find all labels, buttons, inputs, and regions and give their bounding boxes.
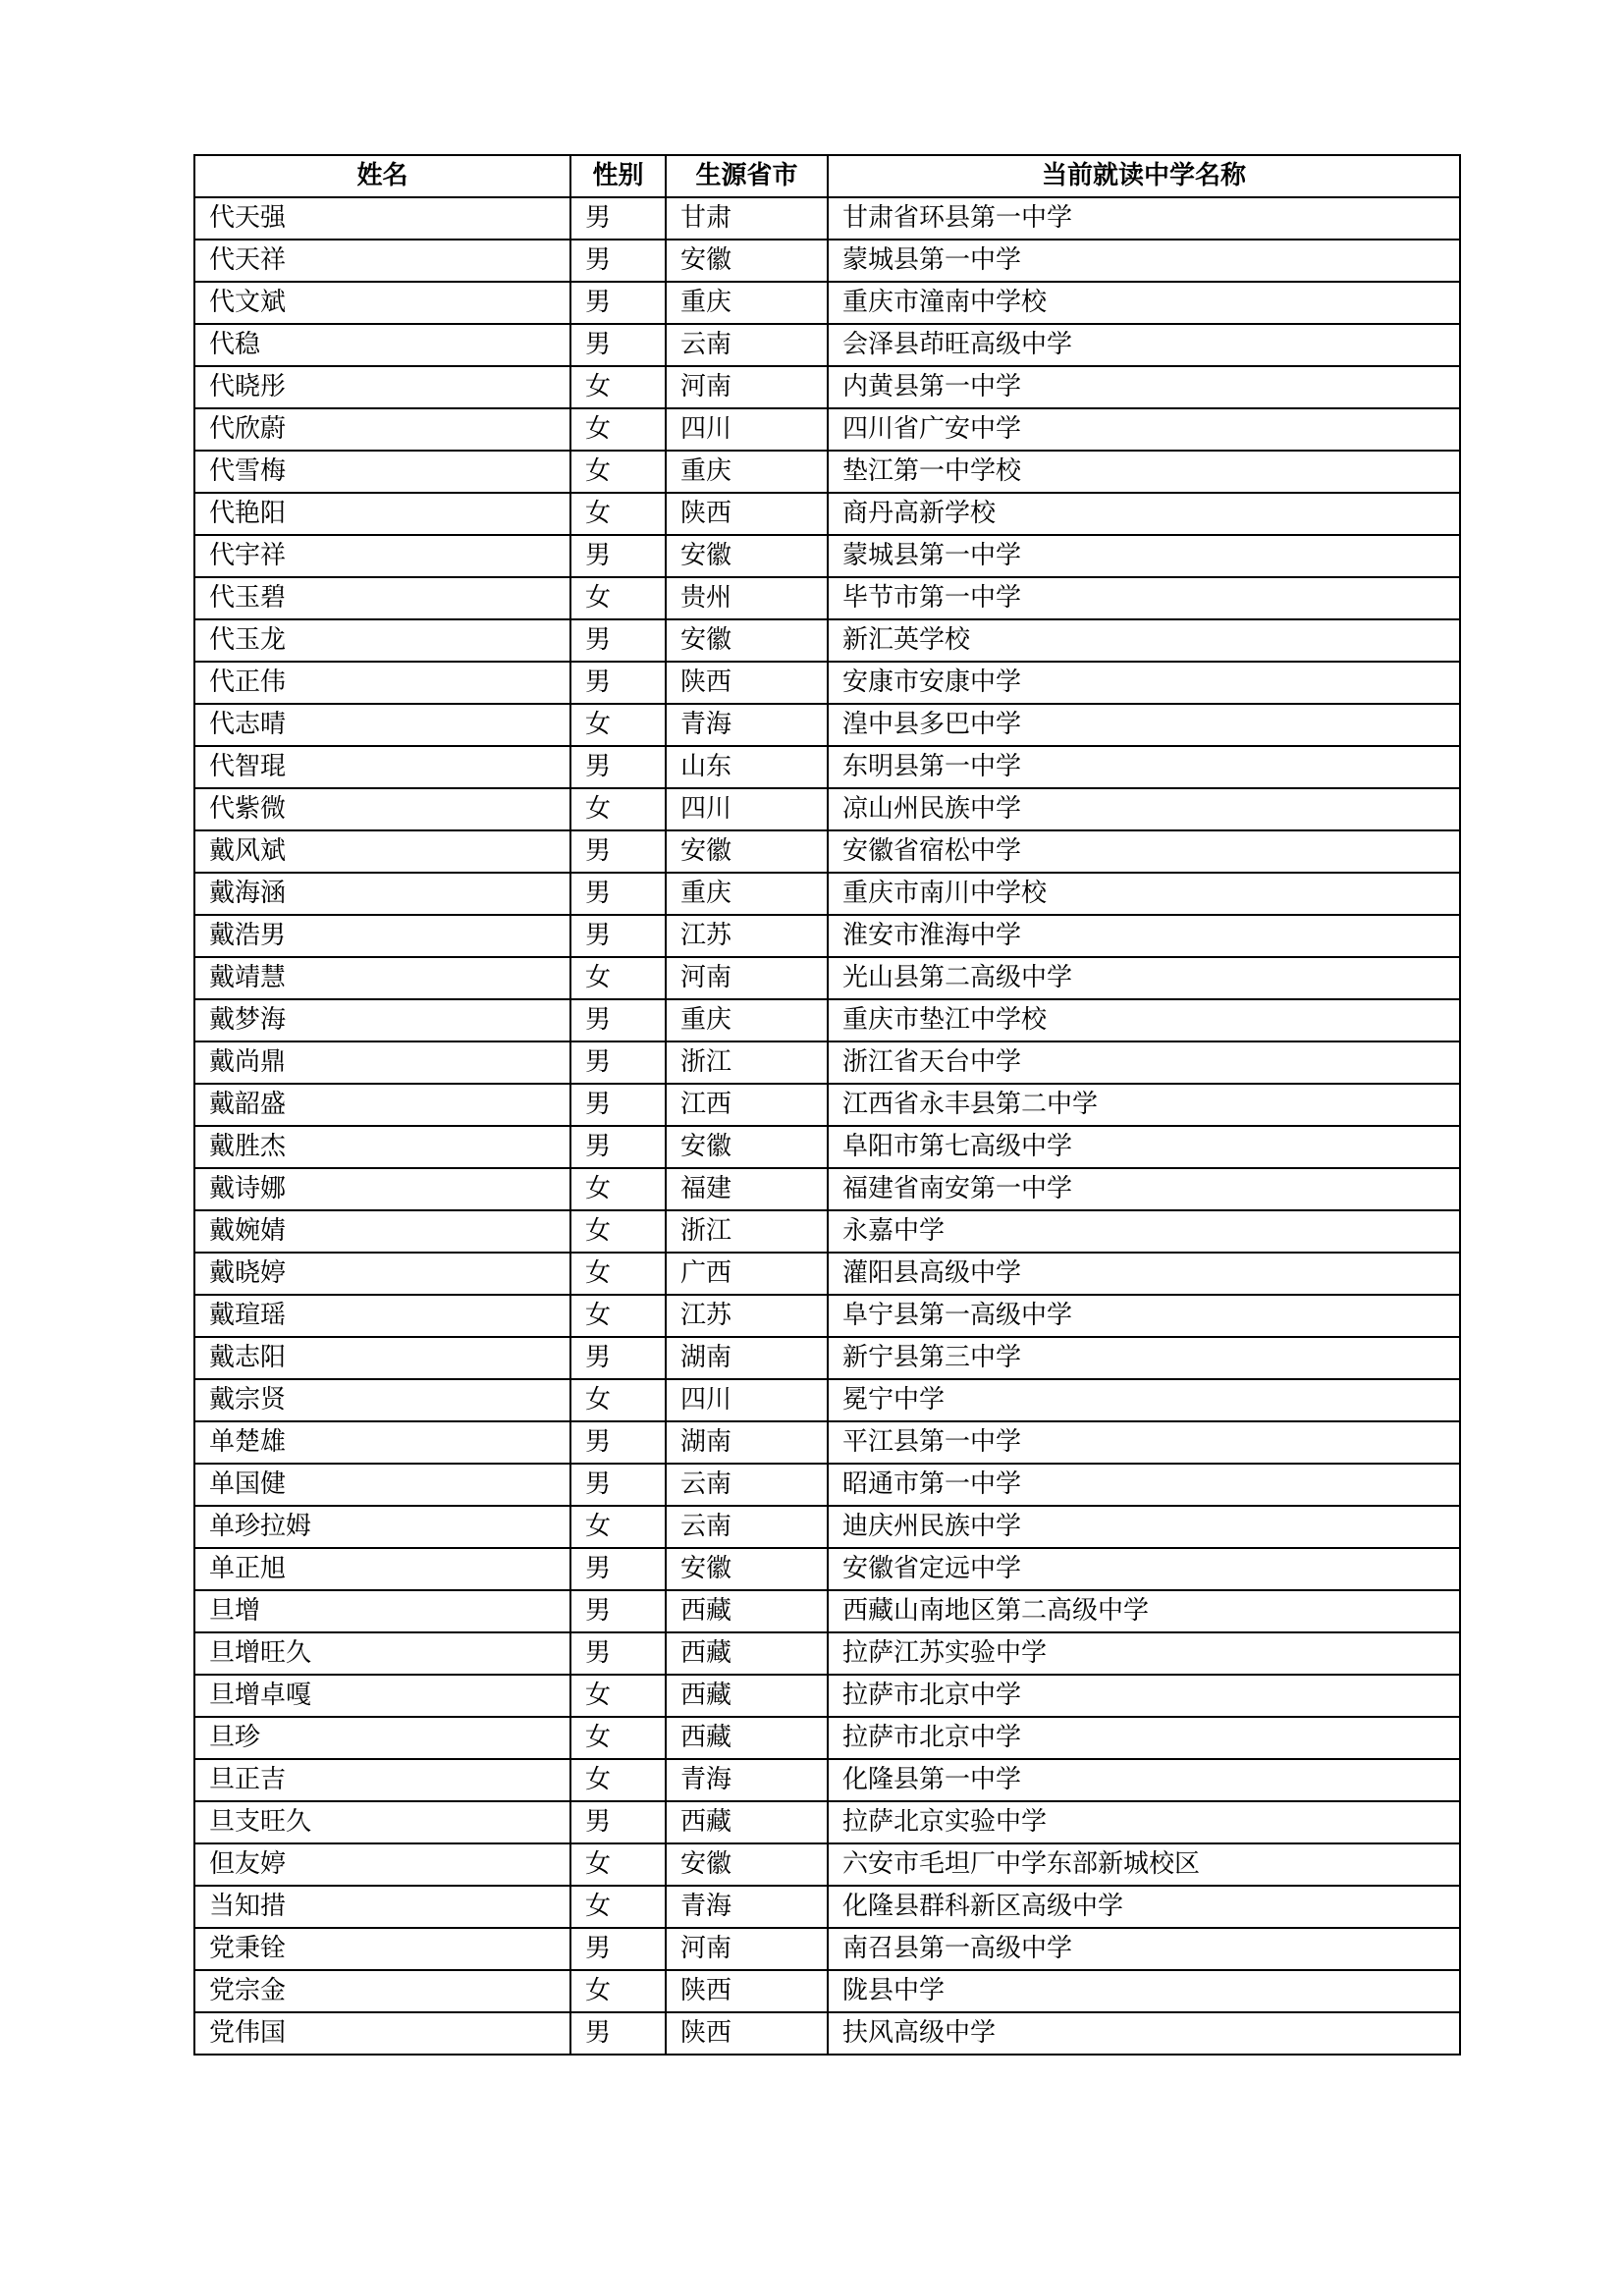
cell-gender: 女: [570, 1717, 666, 1759]
cell-name: 戴海涵: [194, 873, 570, 915]
table-row: [194, 1126, 1460, 1168]
cell-name: 戴韶盛: [194, 1084, 570, 1126]
cell-school: 会泽县茚旺高级中学: [828, 324, 1460, 366]
cell-school: 垫江第一中学校: [828, 451, 1460, 493]
cell-gender: 男: [570, 1084, 666, 1126]
cell-gender: 男: [570, 1632, 666, 1675]
header-school: 当前就读中学名称: [828, 155, 1460, 197]
cell-name: 代艳阳: [194, 493, 570, 535]
cell-name: 戴诗娜: [194, 1168, 570, 1210]
cell-province: 贵州: [666, 577, 828, 619]
cell-province: 西藏: [666, 1590, 828, 1632]
table-row: [194, 1041, 1460, 1084]
table-row: [194, 1464, 1460, 1506]
table-row: [194, 1084, 1460, 1126]
cell-gender: 男: [570, 2012, 666, 2055]
table-row: [194, 324, 1460, 366]
cell-province: 安徽: [666, 619, 828, 662]
cell-province: 江苏: [666, 915, 828, 957]
cell-school: 淮安市淮海中学: [828, 915, 1460, 957]
table-row: [194, 1253, 1460, 1295]
cell-school: 六安市毛坦厂中学东部新城校区: [828, 1843, 1460, 1886]
table-row: [194, 1168, 1460, 1210]
table-row: [194, 1548, 1460, 1590]
cell-province: 重庆: [666, 873, 828, 915]
cell-school: 永嘉中学: [828, 1210, 1460, 1253]
cell-school: 光山县第二高级中学: [828, 957, 1460, 999]
table-row: [194, 493, 1460, 535]
cell-province: 四川: [666, 1379, 828, 1421]
cell-province: 河南: [666, 366, 828, 408]
cell-province: 陕西: [666, 1970, 828, 2012]
cell-gender: 女: [570, 1886, 666, 1928]
cell-province: 湖南: [666, 1337, 828, 1379]
cell-province: 重庆: [666, 451, 828, 493]
student-roster-table: [193, 154, 1461, 2056]
cell-school: 阜阳市第七高级中学: [828, 1126, 1460, 1168]
cell-gender: 男: [570, 873, 666, 915]
cell-school: 安徽省宿松中学: [828, 830, 1460, 873]
cell-school: 灌阳县高级中学: [828, 1253, 1460, 1295]
cell-gender: 男: [570, 1126, 666, 1168]
cell-province: 安徽: [666, 1548, 828, 1590]
cell-name: 当知措: [194, 1886, 570, 1928]
cell-gender: 女: [570, 1843, 666, 1886]
cell-gender: 女: [570, 704, 666, 746]
cell-school: 拉萨市北京中学: [828, 1717, 1460, 1759]
cell-name: 单国健: [194, 1464, 570, 1506]
table-row: [194, 366, 1460, 408]
cell-name: 代文斌: [194, 282, 570, 324]
cell-school: 蒙城县第一中学: [828, 240, 1460, 282]
cell-gender: 女: [570, 366, 666, 408]
cell-name: 戴宗贤: [194, 1379, 570, 1421]
table-row: [194, 1295, 1460, 1337]
cell-school: 拉萨市北京中学: [828, 1675, 1460, 1717]
cell-school: 阜宁县第一高级中学: [828, 1295, 1460, 1337]
cell-province: 广西: [666, 1253, 828, 1295]
cell-province: 西藏: [666, 1717, 828, 1759]
cell-name: 戴瑄瑶: [194, 1295, 570, 1337]
cell-school: 重庆市垫江中学校: [828, 999, 1460, 1041]
cell-name: 旦正吉: [194, 1759, 570, 1801]
cell-gender: 男: [570, 915, 666, 957]
table-row: [194, 535, 1460, 577]
cell-name: 旦支旺久: [194, 1801, 570, 1843]
cell-gender: 女: [570, 1759, 666, 1801]
cell-school: 安徽省定远中学: [828, 1548, 1460, 1590]
cell-school: 重庆市南川中学校: [828, 873, 1460, 915]
cell-school: 平江县第一中学: [828, 1421, 1460, 1464]
cell-school: 南召县第一高级中学: [828, 1928, 1460, 1970]
cell-province: 西藏: [666, 1675, 828, 1717]
cell-province: 浙江: [666, 1041, 828, 1084]
cell-province: 陕西: [666, 493, 828, 535]
cell-name: 戴胜杰: [194, 1126, 570, 1168]
cell-school: 冕宁中学: [828, 1379, 1460, 1421]
cell-name: 单正旭: [194, 1548, 570, 1590]
table-row: [194, 662, 1460, 704]
cell-gender: 女: [570, 451, 666, 493]
cell-school: 湟中县多巴中学: [828, 704, 1460, 746]
cell-province: 四川: [666, 788, 828, 830]
cell-province: 福建: [666, 1168, 828, 1210]
header-gender: 性别: [570, 155, 666, 197]
table-row: [194, 704, 1460, 746]
cell-province: 河南: [666, 957, 828, 999]
cell-name: 代正伟: [194, 662, 570, 704]
table-row: [194, 619, 1460, 662]
cell-name: 代志晴: [194, 704, 570, 746]
cell-gender: 男: [570, 746, 666, 788]
cell-gender: 男: [570, 662, 666, 704]
cell-school: 凉山州民族中学: [828, 788, 1460, 830]
cell-province: 青海: [666, 704, 828, 746]
cell-school: 化隆县第一中学: [828, 1759, 1460, 1801]
table-row: [194, 1843, 1460, 1886]
cell-gender: 女: [570, 1675, 666, 1717]
cell-name: 党伟国: [194, 2012, 570, 2055]
table-row: [194, 746, 1460, 788]
cell-name: 旦增: [194, 1590, 570, 1632]
cell-province: 云南: [666, 1464, 828, 1506]
cell-province: 甘肃: [666, 197, 828, 240]
cell-school: 四川省广安中学: [828, 408, 1460, 451]
cell-name: 代玉龙: [194, 619, 570, 662]
cell-name: 戴婉婧: [194, 1210, 570, 1253]
cell-province: 江苏: [666, 1295, 828, 1337]
cell-province: 河南: [666, 1928, 828, 1970]
cell-gender: 女: [570, 493, 666, 535]
cell-gender: 女: [570, 1506, 666, 1548]
table-row: [194, 1886, 1460, 1928]
cell-province: 安徽: [666, 1126, 828, 1168]
table-row: [194, 957, 1460, 999]
cell-name: 戴志阳: [194, 1337, 570, 1379]
cell-school: 东明县第一中学: [828, 746, 1460, 788]
table-row: [194, 1675, 1460, 1717]
cell-gender: 男: [570, 1464, 666, 1506]
cell-school: 江西省永丰县第二中学: [828, 1084, 1460, 1126]
table-row: [194, 1717, 1460, 1759]
table-row: [194, 1379, 1460, 1421]
cell-gender: 男: [570, 197, 666, 240]
cell-school: 福建省南安第一中学: [828, 1168, 1460, 1210]
cell-school: 陇县中学: [828, 1970, 1460, 2012]
cell-province: 安徽: [666, 535, 828, 577]
table-row: [194, 873, 1460, 915]
cell-name: 但友婷: [194, 1843, 570, 1886]
cell-school: 西藏山南地区第二高级中学: [828, 1590, 1460, 1632]
table-header-row: [194, 155, 1460, 197]
cell-name: 代智琨: [194, 746, 570, 788]
cell-name: 旦增卓嘎: [194, 1675, 570, 1717]
cell-gender: 男: [570, 830, 666, 873]
cell-gender: 女: [570, 788, 666, 830]
cell-province: 云南: [666, 324, 828, 366]
cell-province: 重庆: [666, 999, 828, 1041]
cell-school: 扶风高级中学: [828, 2012, 1460, 2055]
cell-province: 重庆: [666, 282, 828, 324]
cell-gender: 男: [570, 1421, 666, 1464]
cell-name: 代晓彤: [194, 366, 570, 408]
cell-name: 单楚雄: [194, 1421, 570, 1464]
cell-province: 安徽: [666, 830, 828, 873]
cell-name: 单珍拉姆: [194, 1506, 570, 1548]
cell-name: 戴浩男: [194, 915, 570, 957]
table-row: [194, 408, 1460, 451]
table-row: [194, 577, 1460, 619]
table-row: [194, 1801, 1460, 1843]
table-row: [194, 1928, 1460, 1970]
cell-name: 代宇祥: [194, 535, 570, 577]
cell-gender: 男: [570, 1928, 666, 1970]
cell-school: 重庆市潼南中学校: [828, 282, 1460, 324]
cell-gender: 女: [570, 1970, 666, 2012]
cell-province: 云南: [666, 1506, 828, 1548]
table-row: [194, 1590, 1460, 1632]
cell-gender: 女: [570, 1295, 666, 1337]
table-row: [194, 999, 1460, 1041]
cell-school: 化隆县群科新区高级中学: [828, 1886, 1460, 1928]
table-row: [194, 1506, 1460, 1548]
cell-province: 西藏: [666, 1632, 828, 1675]
cell-province: 四川: [666, 408, 828, 451]
cell-school: 安康市安康中学: [828, 662, 1460, 704]
cell-school: 商丹高新学校: [828, 493, 1460, 535]
table-row: [194, 1210, 1460, 1253]
cell-province: 浙江: [666, 1210, 828, 1253]
cell-school: 迪庆州民族中学: [828, 1506, 1460, 1548]
cell-name: 代稳: [194, 324, 570, 366]
table-row: [194, 1632, 1460, 1675]
table-row: [194, 1759, 1460, 1801]
table-row: [194, 788, 1460, 830]
table-row: [194, 197, 1460, 240]
cell-name: 代欣蔚: [194, 408, 570, 451]
cell-name: 代天强: [194, 197, 570, 240]
cell-gender: 男: [570, 1590, 666, 1632]
table-row: [194, 1337, 1460, 1379]
cell-school: 新宁县第三中学: [828, 1337, 1460, 1379]
cell-school: 拉萨北京实验中学: [828, 1801, 1460, 1843]
cell-gender: 男: [570, 1337, 666, 1379]
cell-name: 代紫微: [194, 788, 570, 830]
cell-province: 安徽: [666, 240, 828, 282]
cell-school: 蒙城县第一中学: [828, 535, 1460, 577]
cell-province: 青海: [666, 1886, 828, 1928]
cell-gender: 男: [570, 535, 666, 577]
cell-gender: 女: [570, 1210, 666, 1253]
header-name: 姓名: [194, 155, 570, 197]
cell-name: 戴靖慧: [194, 957, 570, 999]
cell-name: 党宗金: [194, 1970, 570, 2012]
cell-gender: 女: [570, 577, 666, 619]
table-row: [194, 240, 1460, 282]
table-row: [194, 451, 1460, 493]
table-row: [194, 282, 1460, 324]
cell-gender: 男: [570, 324, 666, 366]
cell-name: 党秉铨: [194, 1928, 570, 1970]
table-row: [194, 2012, 1460, 2055]
table-row: [194, 1970, 1460, 2012]
cell-school: 昭通市第一中学: [828, 1464, 1460, 1506]
cell-name: 戴梦海: [194, 999, 570, 1041]
cell-name: 代天祥: [194, 240, 570, 282]
cell-province: 江西: [666, 1084, 828, 1126]
cell-name: 旦珍: [194, 1717, 570, 1759]
cell-gender: 男: [570, 240, 666, 282]
table-row: [194, 1421, 1460, 1464]
cell-province: 青海: [666, 1759, 828, 1801]
cell-gender: 女: [570, 1379, 666, 1421]
cell-province: 陕西: [666, 2012, 828, 2055]
cell-name: 戴风斌: [194, 830, 570, 873]
table-body: [194, 197, 1460, 2055]
cell-school: 浙江省天台中学: [828, 1041, 1460, 1084]
cell-gender: 女: [570, 408, 666, 451]
cell-school: 新汇英学校: [828, 619, 1460, 662]
cell-province: 湖南: [666, 1421, 828, 1464]
cell-school: 甘肃省环县第一中学: [828, 197, 1460, 240]
cell-name: 旦增旺久: [194, 1632, 570, 1675]
table-row: [194, 830, 1460, 873]
cell-gender: 女: [570, 957, 666, 999]
cell-name: 代玉碧: [194, 577, 570, 619]
cell-province: 西藏: [666, 1801, 828, 1843]
cell-name: 戴晓婷: [194, 1253, 570, 1295]
cell-province: 安徽: [666, 1843, 828, 1886]
cell-province: 山东: [666, 746, 828, 788]
cell-school: 毕节市第一中学: [828, 577, 1460, 619]
cell-school: 内黄县第一中学: [828, 366, 1460, 408]
cell-gender: 男: [570, 1548, 666, 1590]
cell-gender: 男: [570, 282, 666, 324]
cell-school: 拉萨江苏实验中学: [828, 1632, 1460, 1675]
header-province: 生源省市: [666, 155, 828, 197]
cell-gender: 女: [570, 1253, 666, 1295]
cell-province: 陕西: [666, 662, 828, 704]
cell-gender: 男: [570, 999, 666, 1041]
cell-gender: 女: [570, 1168, 666, 1210]
cell-name: 戴尚鼎: [194, 1041, 570, 1084]
cell-gender: 男: [570, 1041, 666, 1084]
cell-gender: 男: [570, 619, 666, 662]
cell-gender: 男: [570, 1801, 666, 1843]
table-row: [194, 915, 1460, 957]
cell-name: 代雪梅: [194, 451, 570, 493]
